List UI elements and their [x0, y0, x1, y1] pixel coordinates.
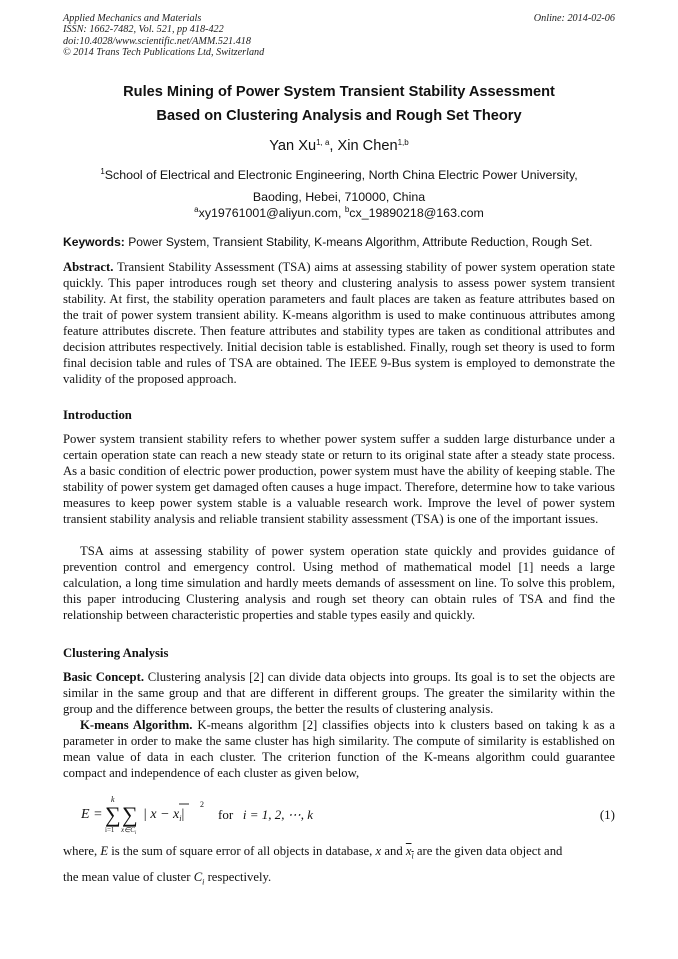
intro-paragraph-1: Power system transient stability refers to whether power system suffer a sudden large disturbance under a certain operation state can reach a new steady state or return to its original state after a steady state process. As a basic condition of electric power production, power system must have the ability of keeping stable. The stability of power system get damaged often causes a huge impact. Therefore, determine how to take various measures to keep power system stable is a valuable research work. Improve the level of power system transient stability analysis and reliable transient stability assessment (TSA) is one of the important issues.	[63, 432, 615, 526]
affiliation-line-2: Baoding, Hebei, 710000, China	[252, 190, 426, 204]
kmeans-text: K-means algorithm [2] classifies objects into k clusters based on taking k as a parameter in order to make the same cluster has high similarity. The compute of similarity is established on mean value of data in each cluster. The criterion function of the K-means algorithm could guarantee compact and independence of each cluster as given below,	[63, 718, 615, 780]
author-2: Xin Chen	[337, 138, 398, 154]
eq-power: 2	[200, 800, 204, 809]
author-1: Yan Xu	[269, 138, 317, 154]
title-line-1: Rules Mining of Power System Transient Stability Assessment	[123, 84, 555, 100]
eq-lhs: E	[81, 807, 90, 822]
online-date: Online: 2014-02-06	[533, 13, 615, 24]
equation-number: (1)	[599, 807, 615, 822]
affiliation-line-1: School of Electrical and Electronic Engineering, North China Electric Power University,	[104, 168, 578, 182]
equation-1	[63, 792, 615, 834]
keywords	[63, 235, 615, 249]
kmeans-paragraph	[63, 717, 615, 781]
var-xi: $x_i$	[405, 844, 414, 861]
author-list	[40, 138, 638, 154]
section-heading-introduction: Introduction	[63, 408, 132, 422]
sum-inner-symbol: ∑	[122, 802, 138, 827]
author-2-affil: 1,b	[397, 138, 409, 147]
intro-paragraph-2: TSA aims at assessing stability of power system operation state quickly and provides guidance of prevention control and emergency control. Using method of mathematical model [1] needs a large calculation, a long time simulation and hardly meets demands of assessment on line. To solve this problem, this paper introducing Clustering analysis and rough set theory can obtain rules of TSA and find the relationship between characteristic properties and stable types easily and quickly.	[63, 544, 615, 622]
section-heading-clustering: Clustering Analysis	[63, 646, 169, 660]
abstract-label: Abstract.	[63, 260, 114, 274]
var-Ci: $C_i$	[193, 869, 205, 887]
basic-concept-label: Basic Concept.	[63, 670, 144, 684]
page-header	[63, 13, 615, 58]
copyright-line: © 2014 Trans Tech Publications Ltd, Switzerland	[63, 46, 265, 58]
sum-outer-top: k	[111, 795, 115, 804]
paper-title	[40, 80, 638, 128]
journal-name: Applied Mechanics and Materials	[63, 13, 202, 24]
abstract	[63, 259, 615, 387]
eq-body: | $x - x_i|$	[143, 807, 185, 823]
issn-line: ISSN: 1662-7482, Vol. 521, pp 418-422	[63, 24, 224, 36]
equation-formula	[81, 792, 221, 834]
where-paragraph: where, E is the sum of square error of all objects in database, x and $x_i$ are the given data object and the mean value of cluster $C_i$ respectively.	[63, 844, 563, 887]
email-b: cx_19890218@163.com	[349, 206, 484, 220]
eq-equals: =	[94, 807, 102, 822]
affiliation-marker: 1	[100, 167, 105, 176]
eq-for-word: for	[218, 807, 234, 822]
eq-condition	[218, 807, 313, 823]
var-E: E	[100, 844, 109, 858]
kmeans-label: K-means Algorithm.	[80, 718, 193, 732]
sum-inner-bottom: $x\in C_i$	[121, 826, 137, 834]
affiliation	[40, 164, 638, 208]
author-1-affil: 1, a	[316, 138, 330, 147]
sum-outer-bottom: i=1	[105, 826, 115, 834]
title-line-2: Based on Clustering Analysis and Rough Set Theory	[156, 108, 522, 124]
email-a-marker: a	[194, 205, 199, 214]
keywords-label: Keywords:	[63, 235, 125, 249]
email-b-marker: b	[344, 205, 350, 214]
basic-concept-paragraph	[63, 669, 615, 717]
sum-outer-symbol: ∑	[105, 802, 121, 827]
author-separator: ,	[329, 138, 338, 154]
author-emails	[40, 206, 638, 220]
abstract-text: Transient Stability Assessment (TSA) aims at assessing stability of power system operation state quickly. This paper introduces rough set theory and clustering analysis to assess power system transient stability. At first, the stability operation parameters and fault places are taken as feature attributes based on the trait of power system transient ability. K-means algorithm is used to make continuous attributes among feature attributes discrete. Then feature attributes and stability types are taken as conditional attributes and decision attributes respectively. Initial decision table is established. Finally, rough set theory is used to form final decision table and rules of TSA are obtained. The IEEE 9-Bus system is employed to demonstrate the validity of the proposed approach.	[63, 260, 615, 386]
email-a: xy19761001@aliyun.com,	[198, 206, 345, 220]
var-x: x	[375, 844, 382, 858]
basic-concept-text: Clustering analysis [2] can divide data objects into groups. Its goal is to set the objects are similar in the same group and that are different in different groups. The greater the similarity within the group and the difference between groups, the better the results of clustering analysis.	[63, 670, 616, 716]
doi-line: doi:10.4028/www.scientific.net/AMM.521.418	[63, 35, 251, 47]
keywords-text: Power System, Transient Stability, K-means Algorithm, Attribute Reduction, Rough Set.	[124, 235, 593, 249]
eq-for-expr: i = 1, 2, ⋯, k	[242, 807, 314, 822]
